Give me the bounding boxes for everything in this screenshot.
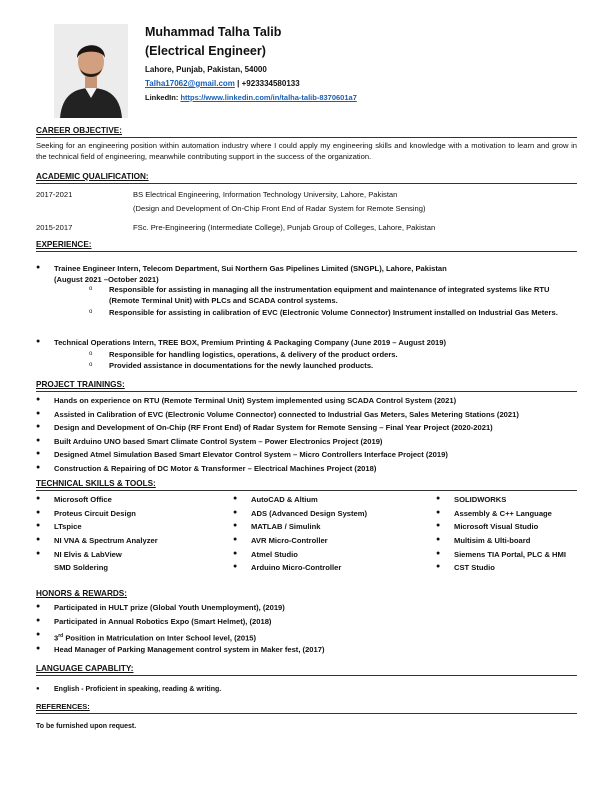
bullet-icon: ● (233, 536, 238, 544)
honors-list (36, 603, 581, 659)
project-item: Hands on experience on RTU (Remote Terminal Unit) System implemented using SCADA Control System (2021) (54, 396, 457, 405)
bullet-icon: ● (436, 549, 441, 557)
skills-column-2 (233, 495, 423, 577)
candidate-title: (Electrical Engineer) (145, 44, 266, 58)
bullet-icon: ● (36, 409, 41, 417)
divider (36, 183, 577, 184)
divider (36, 490, 577, 491)
academic-line-3: FSc. Pre-Engineering (Intermediate College), Punjab Group of Colleges, Lahore, Pakistan (133, 223, 436, 232)
skill-item: Atmel Studio (251, 549, 298, 559)
academic-years-1: 2017-2021 (36, 190, 73, 199)
bullet-icon: ● (233, 549, 238, 557)
skill-item: Microsoft Visual Studio (454, 522, 539, 532)
bullet-icon: ● (436, 522, 441, 530)
skill-item: SOLIDWORKS (454, 495, 507, 504)
bullet-icon: ● (36, 495, 41, 502)
candidate-name: Muhammad Talha Talib (145, 25, 282, 39)
bullet-icon: ● (36, 549, 41, 557)
skills-heading: TECHNICAL SKILLS & TOOLS: (36, 479, 156, 488)
skills-column-3 (436, 495, 586, 577)
project-item: Construction & Repairing of DC Motor & Transformer – Electrical Machines Project (2018) (54, 463, 377, 473)
job-title: Trainee Engineer Intern, Telecom Department, Sui Northern Gas Pipelines Limited (SNGPL), Lahore, Pakistan (54, 264, 447, 273)
person-portrait-icon (54, 24, 128, 118)
job-dates: (August 2021 –October 2021) (54, 274, 159, 284)
job-point: Provided assistance in documentations for the newly launched products. (109, 361, 374, 370)
linkedin-label: LinkedIn: (145, 93, 179, 102)
honor-item-number: 3 (54, 633, 59, 643)
skill-item: ADS (Advanced Design System) (251, 508, 368, 518)
skill-item: NI VNA & Spectrum Analyzer (54, 536, 158, 546)
academic-heading: ACADEMIC QUALIFICATION: (36, 172, 149, 181)
skill-item: MATLAB / Simulink (251, 522, 321, 532)
honor-item: Participated in Annual Robotics Expo (Smart Helmet), (2018) (54, 617, 272, 626)
bullet-icon: ● (36, 338, 41, 345)
project-item: Assisted in Calibration of EVC (Electronic Volume Connector) connected to Industrial Gas Meters, Sales Metering Stations (2021) (54, 409, 519, 419)
language-heading: LANGUAGE CAPABLITY: (36, 664, 134, 673)
bullet-icon: ● (36, 686, 40, 692)
honor-item-suffix: rd (58, 633, 64, 639)
bullet-icon: ● (36, 631, 41, 638)
linkedin-line (145, 93, 357, 102)
skill-item: Proteus Circuit Design (54, 508, 136, 518)
bullet-icon: ● (436, 495, 441, 502)
honor-item: Participated in HULT prize (Global Youth Unemployment), (2019) (54, 603, 285, 612)
references-heading: REFERENCES: (36, 702, 90, 711)
language-list (36, 685, 581, 696)
square-bullet-icon: o (89, 309, 93, 315)
bullet-icon: ● (436, 508, 441, 516)
bullet-icon: ● (233, 508, 238, 516)
academic-years-2: 2015-2017 (36, 223, 73, 232)
skill-item: Arduino Micro-Controller (251, 563, 342, 573)
skill-item: Assembly & C++ Language (454, 508, 552, 518)
skill-item: LTspice (54, 522, 82, 532)
bullet-icon: ● (36, 450, 41, 457)
bullet-icon: ● (233, 522, 238, 530)
bullet-icon: ● (436, 563, 441, 571)
bullet-icon: ● (36, 617, 41, 624)
project-item: Design and Development of On-Chip (RF Front End) of Radar System for Remote Sensing – Final Year Project (2020-2021) (54, 423, 493, 432)
divider (36, 137, 577, 138)
project-item: Designed Atmel Simulation Based Smart Elevator Control System – Micro Controllers Interface Project (2019) (54, 450, 448, 459)
bullet-icon: ● (36, 396, 41, 403)
skill-item: AutoCAD & Altium (251, 495, 318, 504)
divider (36, 391, 577, 392)
skill-item: Siemens TIA Portal, PLC & HMI (454, 549, 566, 559)
skill-item: SMD Soldering (54, 563, 109, 573)
bullet-icon: ● (36, 508, 41, 516)
academic-line-2: (Design and Development of On-Chip Front End of Radar System for Remote Sensing) (133, 204, 426, 213)
job-point: Responsible for assisting in calibration of EVC (Electronic Volume Connector) Instrument installed on Industrial Gas Meters. (109, 308, 558, 317)
skill-item: NI Elvis & LabView (54, 549, 122, 559)
square-bullet-icon: o (89, 362, 93, 368)
email-link[interactable]: Talha17062@gmail.com (145, 79, 235, 88)
honors-heading: HONORS & REWARDS: (36, 589, 127, 598)
bullet-icon: ● (233, 495, 238, 502)
bullet-icon: ● (36, 645, 41, 652)
skill-item: AVR Micro-Controller (251, 536, 328, 546)
bullet-icon: ● (36, 423, 41, 430)
projects-list (36, 396, 581, 477)
profile-photo (54, 24, 128, 118)
job-title: Technical Operations Intern, TREE BOX, Premium Printing & Packaging Company (June 2019 – August 2019) (54, 338, 447, 347)
project-item: Built Arduino UNO based Smart Climate Control System – Power Electronics Project (2019) (54, 436, 383, 446)
divider (36, 251, 577, 252)
bullet-icon: ● (36, 436, 41, 444)
square-bullet-icon: o (89, 286, 93, 292)
language-item: English - Proficient in speaking, reading & writing. (54, 686, 222, 693)
divider (36, 713, 577, 714)
bullet-icon: ● (36, 264, 41, 271)
bullet-icon: ● (36, 463, 41, 471)
job-point: Responsible for handling logistics, operations, & delivery of the product orders. (109, 349, 398, 359)
honor-item (54, 631, 581, 644)
bullet-icon: ● (36, 536, 41, 544)
academic-line-1: BS Electrical Engineering, Information Technology University, Lahore, Pakistan (133, 190, 398, 199)
career-heading: CAREER OBJECTIVE: (36, 126, 122, 135)
projects-heading: PROJECT TRAININGS: (36, 380, 125, 389)
job-point: Responsible for assisting in managing all the instrumentation equipment and maintenance of integrated systems like RTU (Remote Terminal Unit) with PLCs and SCADA control systems. (109, 285, 550, 305)
contact-line (145, 79, 300, 88)
divider (36, 675, 577, 676)
bullet-icon: ● (436, 536, 441, 544)
honor-item: Head Manager of Parking Management control system in Maker fest, (2017) (54, 645, 325, 654)
references-text: To be furnished upon request. (36, 723, 137, 730)
career-text: Seeking for an engineering position within automation industry where I could apply my engineering skills and knowledge with a motivation to learn and grow in the technical field of engineering, meanwhile contributing support in the success of the organization. (36, 141, 577, 161)
bullet-icon: ● (233, 563, 238, 571)
skill-item: Microsoft Office (54, 495, 112, 504)
experience-heading: EXPERIENCE: (36, 240, 92, 249)
bullet-icon: ● (36, 522, 41, 530)
phone: | +923334580133 (237, 79, 300, 88)
bullet-icon: ● (36, 603, 41, 610)
experience-job-2 (36, 338, 581, 372)
experience-job-1 (36, 264, 581, 319)
skill-item: CST Studio (454, 563, 495, 573)
square-bullet-icon: o (89, 350, 93, 357)
honor-item-text: Position in Matriculation on Inter School level, (2015) (63, 633, 257, 643)
skills-column-1 (36, 495, 226, 577)
skill-item: Multisim & Ulti-board (454, 536, 531, 546)
address: Lahore, Punjab, Pakistan, 54000 (145, 65, 267, 74)
linkedin-link[interactable]: https://www.linkedin.com/in/talha-talib-8370601a7 (180, 93, 357, 102)
